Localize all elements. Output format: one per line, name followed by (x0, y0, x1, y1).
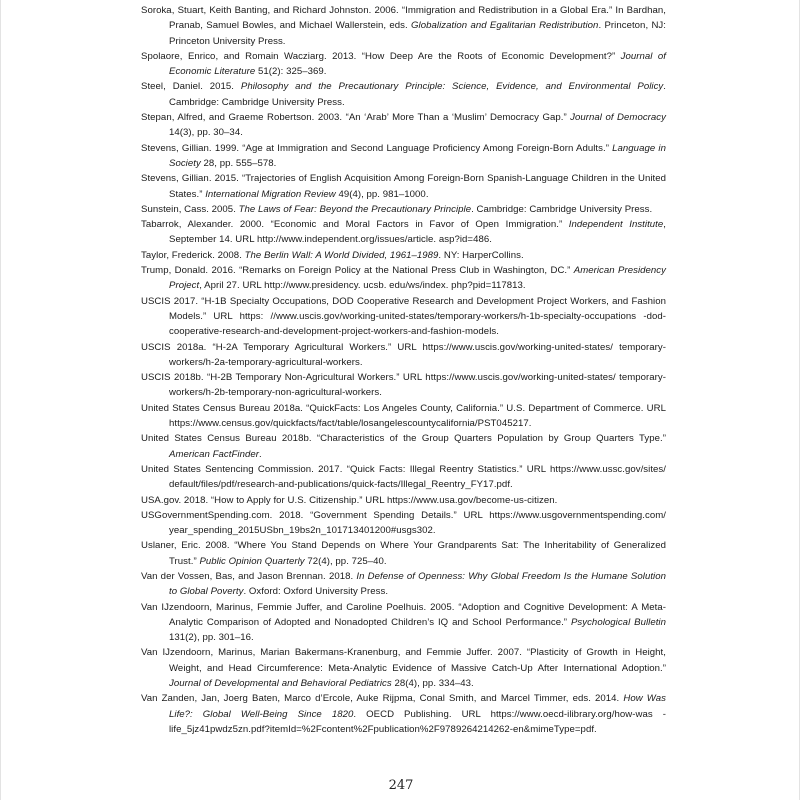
reference-text: Taylor, Frederick. 2008. (141, 249, 245, 261)
reference-text: Sunstein, Cass. 2005. (141, 203, 239, 215)
reference-list (141, 3, 666, 737)
reference-text: Tabarrok, Alexander. 2000. “Economic and Moral Factors in Favor of Open Immigration.” (141, 219, 569, 231)
reference-text: USCIS 2018b. “H-2B Temporary Non-Agricultural Workers.” URL https://www.uscis.gov/working-united-states/ temporary-workers/h-2b-temporary-non-agricultural-workers. (141, 372, 666, 399)
reference-text: Van der Vossen, Bas, and Jason Brennan. 2018. (141, 570, 357, 582)
reference-entry (141, 217, 666, 248)
reference-text: Trump, Donald. 2016. “Remarks on Foreign Policy at the National Press Club in Washington, DC.” (141, 265, 574, 277)
reference-title-italic: Language in Society (169, 142, 666, 169)
reference-text: . OECD Publishing. URL https://www.oecd-ilibrary.org/how-was -life_5jz41pwdz5zn.pdf?itemId=%2Fcontent%2Fpublication%2F9789264214262-en&mimeType=pdf. (169, 708, 666, 735)
reference-text: . NY: HarperCollins. (438, 249, 524, 261)
reference-text: , September 14. URL http://www.independent.org/issues/article. asp?id=486. (169, 219, 666, 246)
reference-entry (141, 248, 666, 263)
reference-text: Spolaore, Enrico, and Romain Wacziarg. 2013. “How Deep Are the Roots of Economic Development?” (141, 50, 621, 62)
reference-title-italic: In Defense of Openness: Why Global Freedom Is the Humane Solution to Global Poverty (169, 570, 667, 598)
reference-entry (141, 569, 666, 600)
reference-title-italic: Public Opinion Quarterly (199, 555, 305, 567)
reference-entry (141, 79, 666, 110)
reference-entry (141, 401, 666, 432)
reference-title-italic: Journal of Economic Literature (169, 50, 666, 78)
reference-text: 28, pp. 555–578. (200, 157, 277, 169)
reference-text: 49(4), pp. 981–1000. (335, 188, 429, 200)
reference-text: Van IJzendoorn, Marinus, Marian Bakermans-Kranenburg, and Femmie Juffer. 2007. “Plasticity of Growth in Height, Weight, and Head Circumference: Meta-Analytic Evidence of Massive Catch-Up After International Adoption.” (141, 647, 666, 674)
reference-entry (141, 340, 666, 371)
reference-entry (141, 538, 666, 569)
reference-text: USA.gov. 2018. “How to Apply for U.S. Citizenship.” URL https://www.usa.gov/become-us-citizen. (141, 494, 558, 506)
reference-title-italic: Journal of Developmental and Behavioral Pediatrics (169, 678, 392, 690)
reference-text: 14(3), pp. 30–34. (169, 127, 243, 139)
reference-title-italic: The Laws of Fear: Beyond the Precautionary Principle (238, 203, 472, 215)
reference-text: . Princeton, NJ: Princeton University Press. (169, 20, 666, 47)
reference-title-italic: Independent Institute (568, 219, 664, 231)
reference-text: Stevens, Gillian. 1999. “Age at Immigration and Second Language Proficiency Among Foreign-Born Adults.” (141, 142, 613, 154)
reference-title-italic: Philosophy and the Precautionary Principle: Science, Evidence, and Environmental Policy (240, 81, 664, 93)
reference-text: Stepan, Alfred, and Graeme Robertson. 2003. “An ‘Arab’ More Than a ‘Muslim’ Democracy Gap.” (141, 112, 571, 124)
reference-title-italic: Globalization and Egalitarian Redistribution (411, 20, 599, 32)
reference-entry (141, 3, 666, 49)
reference-text: USCIS 2017. “H-1B Specialty Occupations, DOD Cooperative Research and Development Project Workers, and Fashion Models.” URL https: //www.uscis.gov/working-united-states/temporary-workers/h-1b-specialty-occupations -dod-cooperative-research-and-development-project-workers-and-fashion-models. (141, 295, 666, 338)
reference-entry (141, 370, 666, 401)
reference-title-italic: The Berlin Wall: A World Divided, 1961–1989 (244, 249, 439, 261)
reference-entry (141, 691, 666, 737)
reference-text: Stevens, Gillian. 2015. “Trajectories of English Acquisition Among Foreign-Born Spanish-Language Children in the United States.” (141, 173, 666, 200)
reference-entry (141, 462, 666, 493)
reference-title-italic: Journal of Democracy (570, 112, 666, 124)
reference-text: United States Census Bureau 2018a. “QuickFacts: Los Angeles County, California.” U.S. Department of Commerce. URL https://www.census.gov/quickfacts/fact/table/losangelescountycalifornia/PST045217. (141, 402, 666, 430)
reference-entry (141, 600, 666, 646)
reference-title-italic: How Was Life?: Global Well-Being Since 1820 (169, 693, 666, 720)
reference-text: . (259, 448, 262, 460)
reference-text: Steel, Daniel. 2015. (141, 81, 241, 93)
reference-entry (141, 171, 666, 202)
reference-text: . Oxford: Oxford University Press. (243, 586, 389, 598)
reference-text: 51(2): 325–369. (255, 66, 327, 78)
reference-entry (141, 202, 666, 217)
reference-text: 28(4), pp. 334–43. (391, 678, 474, 690)
reference-text: Soroka, Stuart, Keith Banting, and Richard Johnston. 2006. “Immigration and Redistribution in a Global Era.” In Bardhan, Pranab, Samuel Bowles, and Michael Wallerstein, eds. (141, 5, 666, 32)
reference-entry (141, 141, 666, 172)
reference-text: USGovernmentSpending.com. 2018. “Government Spending Details.” URL https://www.usgovernmentspending.com/ year_spending_2015USbn_19bs2n_101713401200#usgs302. (141, 509, 666, 537)
reference-title-italic: International Migration Review (205, 188, 336, 200)
reference-text: , April 27. URL http://www.presidency. ucsb. edu/ws/index. php?pid=117813. (199, 280, 526, 292)
reference-text: United States Sentencing Commission. 2017. “Quick Facts: Illegal Reentry Statistics.” URL https://www.ussc.gov/sites/ default/files/pdf/research-and-publications/quick-facts/Illegal_Reentry_FY17.pdf. (141, 463, 666, 491)
reference-entry (141, 431, 666, 462)
reference-entry (141, 49, 666, 80)
reference-text: 72(4), pp. 725–40. (304, 555, 387, 567)
reference-text: . Cambridge: Cambridge University Press. (169, 81, 667, 108)
reference-entry (141, 508, 666, 539)
page-number: 247 (388, 778, 414, 793)
reference-text: USCIS 2018a. “H-2A Temporary Agricultural Workers.” URL https://www.uscis.gov/working-united-states/ temporary-workers/h-2a-temporary-agricultural-workers. (141, 341, 666, 368)
reference-title-italic: Psychological Bulletin (570, 616, 666, 628)
reference-text: . Cambridge: Cambridge University Press. (471, 203, 653, 215)
reference-title-italic: American FactFinder (169, 448, 259, 460)
reference-text: Uslaner, Eric. 2008. “Where You Stand Depends on Where Your Grandparents Sat: The Inheritability of Generalized Trust.” (141, 540, 666, 567)
reference-text: Van IJzendoorn, Marinus, Femmie Juffer, and Caroline Poelhuis. 2005. “Adoption and Cognitive Development: A Meta-Analytic Comparison of Adopted and Nonadopted Children’s IQ and School Performance.” (141, 601, 666, 628)
reference-text: 131(2), pp. 301–16. (169, 632, 254, 644)
reference-text: Van Zanden, Jan, Joerg Baten, Marco d’Ercole, Auke Rijpma, Conal Smith, and Marcel Timmer, eds. 2014. (141, 693, 624, 705)
reference-entry (141, 263, 666, 294)
reference-entry (141, 493, 666, 508)
reference-entry (141, 110, 666, 141)
reference-entry (141, 294, 666, 340)
reference-title-italic: American Presidency Project (169, 265, 666, 292)
reference-text: United States Census Bureau 2018b. “Characteristics of the Group Quarters Population by Group Quarters Type.” (141, 433, 666, 445)
reference-entry (141, 645, 666, 691)
